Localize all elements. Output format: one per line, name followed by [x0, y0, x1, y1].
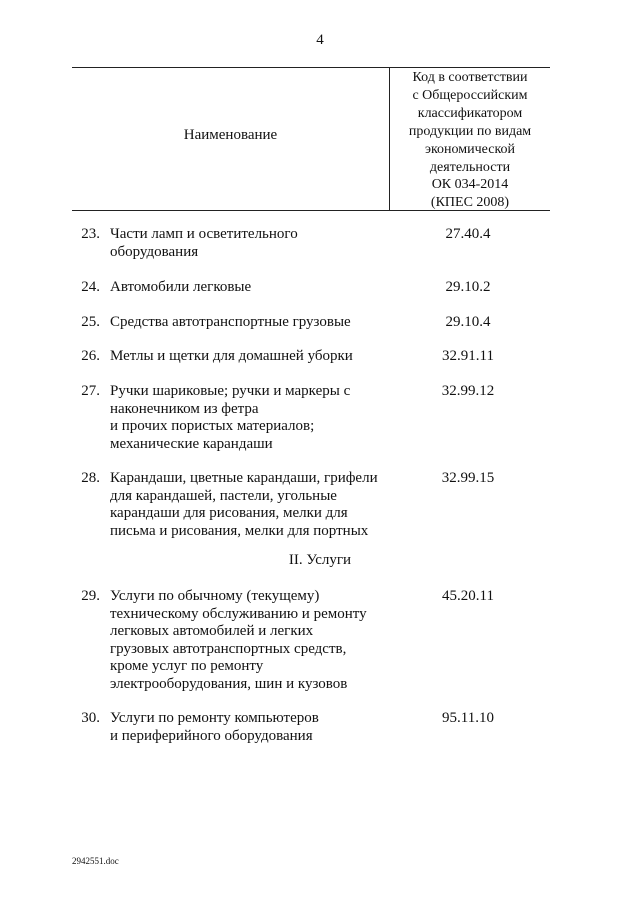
header-code-line: Код в соответствии	[412, 70, 528, 85]
row-name-line: Услуги по обычному (текущему)	[110, 588, 320, 604]
row-code: 95.11.10	[442, 710, 494, 726]
header-code-line: ОК 034-2014	[431, 177, 509, 193]
row-name-line: кроме услуг по ремонту	[110, 658, 264, 674]
row-name-line: письма и рисования, мелки для портных	[110, 522, 369, 539]
row-name-line: оборудования	[110, 243, 199, 260]
row-name-line: и периферийного оборудования	[110, 727, 313, 744]
footer-filename: 2942551.doc	[72, 856, 119, 866]
row-name-line: карандаши для рисования, мелки для	[110, 505, 348, 521]
row-number: 30.	[81, 710, 100, 726]
row-name-line: Ручки шариковые; ручки и маркеры с	[110, 383, 351, 399]
row-number: 23.	[81, 226, 100, 242]
row-name-line: техническому обслуживанию и ремонту	[110, 605, 367, 622]
row-code: 32.99.15	[441, 470, 495, 486]
row-code: 27.40.4	[445, 226, 491, 242]
page-number: 4	[316, 32, 324, 48]
header-code-line: продукции по видам	[408, 123, 532, 139]
row-name-line: для карандашей, пастели, угольные	[110, 487, 337, 504]
table-top-rule	[72, 67, 550, 68]
row-name	[110, 348, 390, 366]
row-code: 45.20.11	[442, 588, 494, 604]
row-number: 26.	[81, 348, 100, 364]
row-number: 27.	[81, 383, 100, 399]
row-name	[110, 588, 390, 693]
row-name-line: грузовых автотранспортных средств,	[110, 640, 347, 657]
header-name-column: Наименование	[183, 127, 278, 143]
header-code-column	[390, 69, 550, 212]
row-number: 25.	[81, 314, 100, 330]
row-name-line: и прочих пористых материалов;	[110, 418, 315, 434]
row-name-line: Метлы и щетки для домашней уборки	[110, 348, 353, 364]
row-code: 29.10.2	[445, 279, 491, 295]
row-name-line: Средства автотранспортные грузовые	[110, 314, 351, 330]
header-code-line: деятельности	[429, 159, 511, 175]
row-name	[110, 710, 390, 745]
row-name-line: наконечником из фетра	[110, 400, 259, 417]
section-title: II. Услуги	[288, 552, 352, 568]
row-name-line: электрооборудования, шин и кузовов	[110, 675, 348, 692]
row-code: 32.91.11	[442, 348, 494, 364]
header-code-line: с Общероссийским	[412, 87, 528, 103]
header-code-line: экономической	[424, 141, 516, 157]
row-name	[110, 470, 390, 540]
row-code: 29.10.4	[445, 314, 491, 330]
row-name-line: Услуги по ремонту компьютеров	[110, 710, 319, 726]
header-code-line: классификатором	[417, 105, 523, 121]
row-name-line: Карандаши, цветные карандаши, грифели	[110, 470, 378, 486]
row-name-line: механические карандаши	[110, 435, 273, 452]
row-name	[110, 314, 390, 332]
row-code: 32.99.12	[441, 383, 495, 399]
row-name	[110, 279, 390, 297]
row-name-line: Части ламп и осветительного	[110, 226, 298, 242]
row-name	[110, 226, 390, 261]
header-code-line: (КПЕС 2008)	[430, 195, 510, 211]
row-number: 24.	[81, 279, 100, 295]
row-name-line: легковых автомобилей и легких	[110, 623, 314, 639]
row-number: 29.	[81, 588, 100, 604]
row-name	[110, 383, 390, 453]
row-number: 28.	[81, 470, 100, 486]
row-name-line: Автомобили легковые	[110, 279, 252, 295]
